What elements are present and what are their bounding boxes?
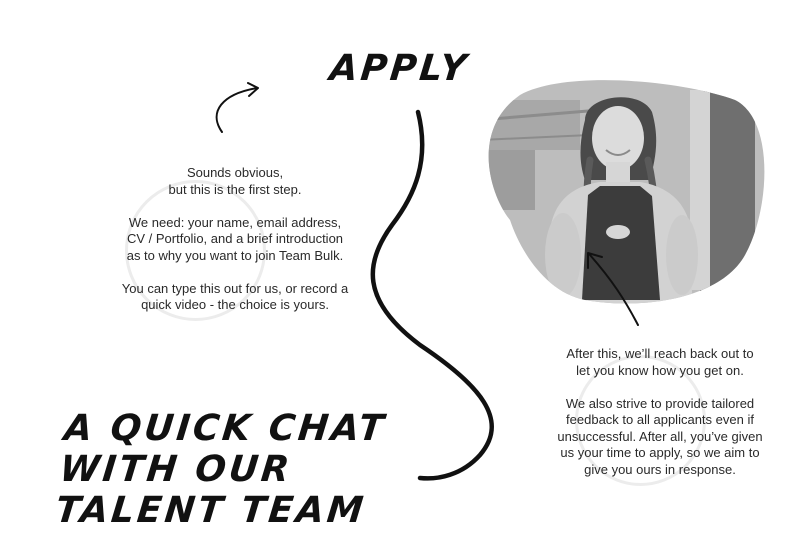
team-member-photo [460,60,780,320]
chat-heading: A QUICK CHAT WITH OUR TALENT TEAM [53,408,389,531]
apply-heading: APPLY [327,48,472,89]
curved-arrow-icon [217,83,258,132]
apply-description: Sounds obvious, but this is the first step. We need: your name, email address, CV / Portfolio, and a brief introduction as to why you want to join Team Bulk. You can type this out for us, or record a quick video - the choice is yours. [121,165,349,312]
chat-description: After this, we’ll reach back out to let you know how you get on. We also strive to provide tailored feedback to all applicants even if unsuccessful. After all, you’ve given us your time to apply, so we aim to give you ours in response. [557,346,763,477]
